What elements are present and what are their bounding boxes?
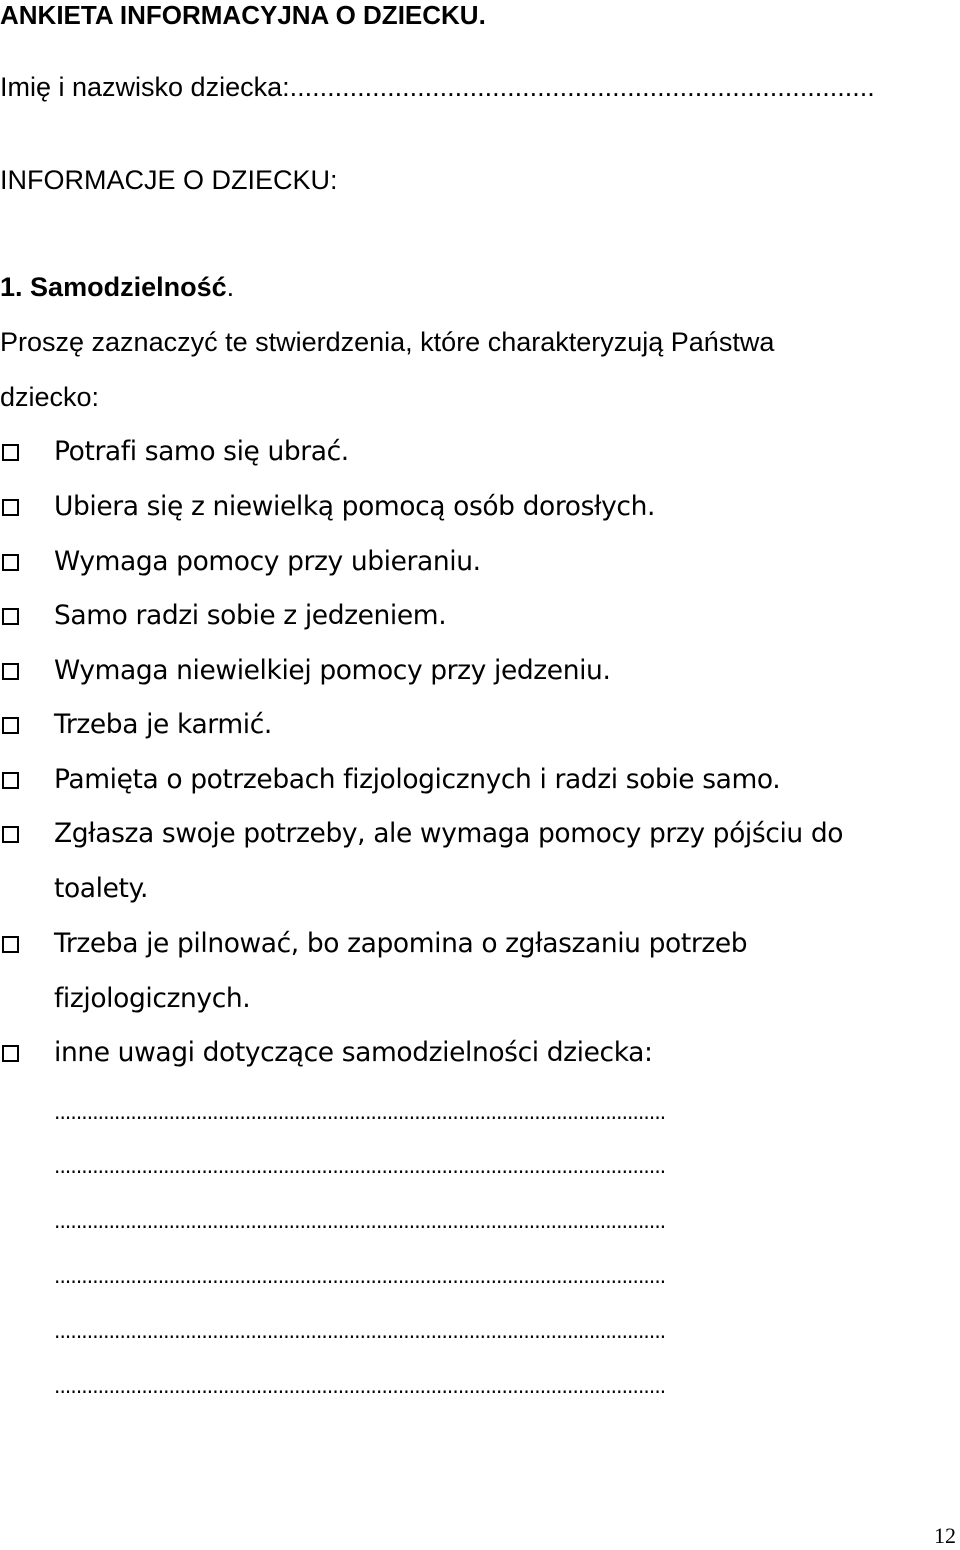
section-heading: INFORMACJE O DZIECKU: bbox=[0, 165, 338, 195]
notes-line[interactable]: ................................................................................................................ bbox=[54, 1154, 666, 1178]
option-label: Samo radzi sobie z jedzeniem. bbox=[54, 600, 447, 631]
subsection-number: 1. bbox=[0, 272, 23, 302]
checkbox[interactable] bbox=[2, 826, 19, 843]
option-label: Wymaga pomocy przy ubieraniu. bbox=[54, 546, 481, 577]
checkbox[interactable] bbox=[2, 936, 19, 953]
checkbox[interactable] bbox=[2, 772, 19, 789]
instruction-line-2: dziecko: bbox=[0, 382, 100, 412]
instruction-line-1: Proszę zaznaczyć te stwierdzenia, które charakteryzują Państwa bbox=[0, 327, 775, 357]
notes-line[interactable]: ................................................................................................................ bbox=[54, 1374, 666, 1398]
notes-line[interactable]: ................................................................................................................ bbox=[54, 1100, 666, 1124]
child-name-field[interactable]: .............................................................................. bbox=[289, 72, 875, 102]
option-label: Pamięta o potrzebach fizjologicznych i radzi sobie samo. bbox=[54, 764, 781, 795]
option-label: Ubiera się z niewielką pomocą osób dorosłych. bbox=[54, 491, 655, 522]
subsection-trailing: . bbox=[226, 272, 235, 302]
option-label: Potrafi samo się ubrać. bbox=[54, 436, 349, 467]
notes-line[interactable]: ................................................................................................................ bbox=[54, 1209, 666, 1233]
checkbox[interactable] bbox=[2, 608, 19, 625]
checkbox[interactable] bbox=[2, 663, 19, 680]
option-label: inne uwagi dotyczące samodzielności dziecka: bbox=[54, 1037, 653, 1068]
checkbox[interactable] bbox=[2, 1045, 19, 1062]
checkbox[interactable] bbox=[2, 554, 19, 571]
subsection-heading bbox=[0, 270, 234, 304]
notes-line[interactable]: ................................................................................................................ bbox=[54, 1264, 666, 1288]
option-label-continuation: fizjologicznych. bbox=[54, 983, 251, 1014]
checkbox[interactable] bbox=[2, 499, 19, 516]
checkbox[interactable] bbox=[2, 444, 19, 461]
option-label: Wymaga niewielkiej pomocy przy jedzeniu. bbox=[54, 655, 611, 686]
option-label: Zgłasza swoje potrzeby, ale wymaga pomocy przy pójściu do bbox=[54, 818, 844, 849]
checkbox[interactable] bbox=[2, 717, 19, 734]
notes-line[interactable]: ................................................................................................................ bbox=[54, 1319, 666, 1343]
subsection-title: Samodzielność bbox=[30, 272, 227, 302]
form-title: ANKIETA INFORMACYJNA O DZIECKU. bbox=[0, 0, 486, 30]
option-label: Trzeba je pilnować, bo zapomina o zgłaszaniu potrzeb bbox=[54, 928, 748, 959]
child-name-label: Imię i nazwisko dziecka: bbox=[0, 72, 290, 102]
option-label: Trzeba je karmić. bbox=[54, 709, 272, 740]
child-name-line bbox=[0, 70, 875, 104]
page-number: 12 bbox=[934, 1523, 956, 1548]
option-label-continuation: toalety. bbox=[54, 873, 149, 904]
